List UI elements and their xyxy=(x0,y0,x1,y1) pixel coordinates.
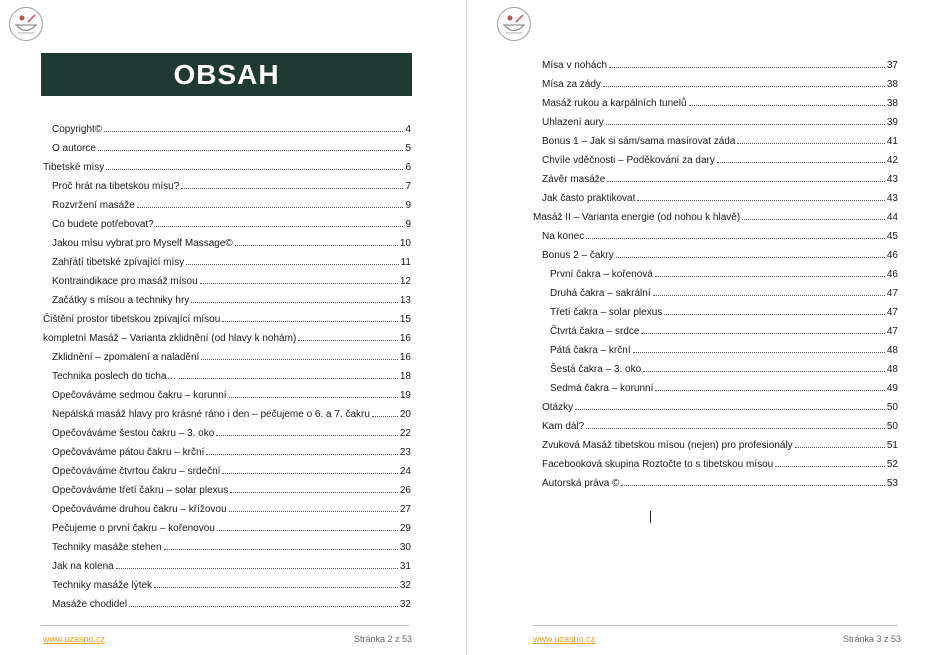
toc-leader-dots xyxy=(653,295,885,296)
toc-entry[interactable] xyxy=(533,318,898,337)
toc-entry[interactable] xyxy=(533,242,898,261)
document-page-right xyxy=(478,0,951,655)
toc-entry-label: Facebooková skupina Roztočte to s tibetskou mísou xyxy=(542,459,774,470)
toc-entry-label: Bonus 2 – čakry xyxy=(542,250,614,261)
toc-entry-label: Otázky xyxy=(542,402,574,413)
toc-entry-page-number: 42 xyxy=(886,155,898,166)
toc-entry-page-number: 53 xyxy=(886,478,898,489)
toc-entry-page-number: 49 xyxy=(886,383,898,394)
toc-entry[interactable] xyxy=(43,363,411,382)
toc-entry-page-number: 5 xyxy=(405,143,411,154)
footer-page-number: Stránka 2 z 53 xyxy=(354,634,413,644)
toc-entry[interactable] xyxy=(533,166,898,185)
toc-entry-page-number: 23 xyxy=(399,447,411,458)
footer-divider xyxy=(41,625,409,626)
toc-entry-label: Čtvrtá čakra – srdce xyxy=(550,326,640,337)
toc-entry-page-number: 52 xyxy=(886,459,898,470)
toc-entry-label: Zvuková Masáž tibetskou mísou (nejen) pro profesionály xyxy=(542,440,793,451)
toc-leader-dots xyxy=(230,492,398,493)
toc-entry-label: Bonus 1 – Jak si sám/sama masírovat záda xyxy=(542,136,736,147)
toc-entry[interactable] xyxy=(43,306,411,325)
toc-leader-dots xyxy=(742,219,885,220)
toc-entry-page-number: 48 xyxy=(886,345,898,356)
toc-leader-dots xyxy=(98,150,404,151)
toc-entry-page-number: 10 xyxy=(399,238,411,249)
toc-entry[interactable] xyxy=(43,458,411,477)
toc-entry-page-number: 4 xyxy=(405,124,411,135)
toc-entry-page-number: 46 xyxy=(886,250,898,261)
toc-entry[interactable] xyxy=(533,280,898,299)
toc-leader-dots xyxy=(229,397,398,398)
toc-leader-dots xyxy=(217,530,398,531)
toc-leader-dots xyxy=(179,378,398,379)
toc-leader-dots xyxy=(156,226,404,227)
toc-entry[interactable] xyxy=(533,128,898,147)
footer-link[interactable]: www.uzasno.cz xyxy=(43,634,106,644)
toc-entry-page-number: 45 xyxy=(886,231,898,242)
toc-entry-label: Opečováváme šestou čakru – 3. oko xyxy=(52,428,215,439)
toc-entry-label: Technika poslech do ticha… xyxy=(52,371,177,382)
toc-entry-label: Mísa v nohách xyxy=(542,60,608,71)
toc-leader-dots xyxy=(606,124,885,125)
toc-entry-label: Začátky s mísou a techniky hry xyxy=(52,295,190,306)
toc-entry-page-number: 27 xyxy=(399,504,411,515)
toc-entry-page-number: 46 xyxy=(886,269,898,280)
toc-leader-dots xyxy=(689,105,885,106)
toc-entry-label: Masáž II – Varianta energie (od nohou k hlavě) xyxy=(533,212,741,223)
toc-entry[interactable] xyxy=(533,52,898,71)
toc-leader-dots xyxy=(298,340,398,341)
toc-entry-page-number: 47 xyxy=(886,288,898,299)
toc-entry-label: Zklidnění – zpomalení a naladění xyxy=(52,352,200,363)
toc-leader-dots xyxy=(116,568,398,569)
toc-leader-dots xyxy=(222,321,398,322)
toc-leader-dots xyxy=(106,169,403,170)
toc-entry[interactable] xyxy=(533,185,898,204)
toc-entry-label: Kam dál? xyxy=(542,421,585,432)
toc-entry-label: Opečováváme sedmou čakru – korunní xyxy=(52,390,227,401)
toc-entry-label: Na konec xyxy=(542,231,585,242)
toc-entry-page-number: 16 xyxy=(399,333,411,344)
toc-leader-dots xyxy=(222,473,397,474)
toc-entry-page-number: 7 xyxy=(405,181,411,192)
toc-leader-dots xyxy=(655,390,884,391)
toc-leader-dots xyxy=(603,86,885,87)
toc-entry[interactable] xyxy=(43,344,411,363)
toc-entry[interactable] xyxy=(43,553,411,572)
toc-entry-label: Jak na kolena xyxy=(52,561,114,572)
tibetan-bowl-logo-icon xyxy=(8,6,44,42)
toc-entry-label: Opečováváme pátou čakru – krční xyxy=(52,447,205,458)
toc-entry-page-number: 39 xyxy=(886,117,898,128)
toc-leader-dots xyxy=(575,409,885,410)
toc-leader-dots xyxy=(621,485,884,486)
toc-entry-page-number: 44 xyxy=(886,212,898,223)
toc-leader-dots xyxy=(737,143,884,144)
table-of-contents-continued xyxy=(533,52,898,489)
toc-entry-page-number: 24 xyxy=(399,466,411,477)
toc-entry-page-number: 29 xyxy=(399,523,411,534)
toc-entry-label: Třetí čakra – solar plexus xyxy=(550,307,663,318)
toc-entry[interactable] xyxy=(533,71,898,90)
toc-entry[interactable] xyxy=(533,337,898,356)
toc-leader-dots xyxy=(372,416,398,417)
toc-entry-label: Tibetské mísy xyxy=(43,162,105,173)
toc-entry-label: Opečováváme čtvrtou čakru – srdeční xyxy=(52,466,221,477)
toc-entry-page-number: 32 xyxy=(399,599,411,610)
toc-entry-label: Závěr masáže xyxy=(542,174,606,185)
toc-entry-label: Šestá čakra – 3. oko xyxy=(550,364,642,375)
toc-leader-dots xyxy=(154,587,398,588)
toc-entry[interactable] xyxy=(533,413,898,432)
toc-entry-page-number: 26 xyxy=(399,485,411,496)
toc-entry-label: Opečováváme třetí čakru – solar plexus xyxy=(52,485,229,496)
toc-entry-label: Nepálská masáž hlavy pro krásné ráno i den – pečujeme o 6. a 7. čakru xyxy=(52,409,370,420)
toc-leader-dots xyxy=(609,67,885,68)
toc-entry-page-number: 9 xyxy=(405,219,411,230)
toc-leader-dots xyxy=(775,466,885,467)
toc-entry[interactable] xyxy=(43,591,411,610)
toc-entry[interactable] xyxy=(533,432,898,451)
toc-entry[interactable] xyxy=(43,420,411,439)
text-cursor xyxy=(650,511,651,523)
toc-leader-dots xyxy=(637,200,885,201)
toc-entry-label: Mísa za zády xyxy=(542,79,601,90)
toc-entry[interactable] xyxy=(533,470,898,489)
toc-entry[interactable] xyxy=(43,211,411,230)
toc-leader-dots xyxy=(186,264,398,265)
toc-entry-label: Autorská práva © xyxy=(542,478,620,489)
toc-entry-page-number: 43 xyxy=(886,193,898,204)
toc-leader-dots xyxy=(616,257,885,258)
toc-entry-page-number: 11 xyxy=(400,257,411,268)
toc-entry[interactable] xyxy=(533,375,898,394)
toc-leader-dots xyxy=(235,245,398,246)
toc-entry[interactable] xyxy=(43,173,411,192)
toc-leader-dots xyxy=(104,131,403,132)
toc-entry[interactable] xyxy=(43,135,411,154)
toc-entry-page-number: 6 xyxy=(405,162,411,173)
toc-leader-dots xyxy=(586,238,885,239)
toc-entry[interactable] xyxy=(533,356,898,375)
toc-entry[interactable] xyxy=(43,287,411,306)
toc-leader-dots xyxy=(655,276,885,277)
toc-entry[interactable] xyxy=(43,382,411,401)
footer-divider xyxy=(533,625,898,626)
footer-link[interactable]: www.uzasno.cz xyxy=(533,634,596,644)
toc-leader-dots xyxy=(633,352,885,353)
toc-entry-page-number: 32 xyxy=(399,580,411,591)
toc-leader-dots xyxy=(586,428,885,429)
toc-entry-page-number: 48 xyxy=(886,364,898,375)
toc-entry[interactable] xyxy=(43,249,411,268)
toc-leader-dots xyxy=(129,606,398,607)
toc-entry-label: Pečujeme o první čakru – kořenovou xyxy=(52,523,215,534)
page-separator xyxy=(466,0,467,655)
toc-entry[interactable] xyxy=(43,116,411,135)
toc-entry-page-number: 16 xyxy=(399,352,411,363)
toc-entry-page-number: 30 xyxy=(399,542,411,553)
toc-entry-label: Čištění prostor tibetskou zpívající mísou xyxy=(43,314,221,325)
page-title: OBSAH xyxy=(41,53,412,96)
toc-entry-page-number: 20 xyxy=(399,409,411,420)
toc-entry-page-number: 22 xyxy=(399,428,411,439)
toc-entry-label: Rozvržení masáže xyxy=(52,200,135,211)
toc-entry-label: Jak často praktikovat xyxy=(542,193,636,204)
toc-leader-dots xyxy=(641,333,884,334)
toc-entry-page-number: 31 xyxy=(399,561,411,572)
tibetan-bowl-logo-icon xyxy=(496,6,532,42)
toc-entry-page-number: 43 xyxy=(886,174,898,185)
toc-entry-label: Druhá čakra – sakrální xyxy=(550,288,651,299)
toc-entry-page-number: 47 xyxy=(886,307,898,318)
toc-entry-label: První čakra – kořenová xyxy=(550,269,653,280)
toc-entry-label: Zahřátí tibetské zpívající mísy xyxy=(52,257,185,268)
toc-entry-label: Masáže chodidel xyxy=(52,599,128,610)
toc-entry-page-number: 12 xyxy=(399,276,411,287)
toc-leader-dots xyxy=(229,511,398,512)
toc-entry[interactable] xyxy=(533,204,898,223)
toc-leader-dots xyxy=(164,549,398,550)
toc-entry-label: Pátá čakra – krční xyxy=(550,345,631,356)
toc-entry[interactable] xyxy=(533,147,898,166)
toc-entry[interactable] xyxy=(533,261,898,280)
toc-entry-page-number: 15 xyxy=(399,314,411,325)
toc-entry[interactable] xyxy=(43,230,411,249)
toc-entry-page-number: 18 xyxy=(399,371,411,382)
document-page-left xyxy=(0,0,458,655)
toc-leader-dots xyxy=(191,302,398,303)
toc-leader-dots xyxy=(137,207,404,208)
toc-entry-label: Opečováváme druhou čakru – křížovou xyxy=(52,504,227,515)
toc-entry-page-number: 38 xyxy=(886,98,898,109)
toc-entry-label: Chvíle vděčnosti – Poděkování za dary xyxy=(542,155,715,166)
toc-entry[interactable] xyxy=(43,515,411,534)
toc-entry[interactable] xyxy=(43,192,411,211)
toc-entry[interactable] xyxy=(43,325,411,344)
footer-page-number: Stránka 3 z 53 xyxy=(843,634,902,644)
toc-entry-label: kompletní Masáž – Varianta zklidnění (od hlavy k nohám) xyxy=(43,333,297,344)
toc-entry[interactable] xyxy=(43,477,411,496)
toc-leader-dots xyxy=(206,454,398,455)
toc-entry-page-number: 47 xyxy=(886,326,898,337)
toc-leader-dots xyxy=(717,162,885,163)
toc-entry-page-number: 13 xyxy=(399,295,411,306)
toc-entry-page-number: 38 xyxy=(886,79,898,90)
toc-entry-label: Copyright© xyxy=(52,124,103,135)
toc-entry-label: O autorce xyxy=(52,143,96,154)
toc-entry[interactable] xyxy=(43,154,411,173)
toc-entry-page-number: 50 xyxy=(886,421,898,432)
toc-entry-page-number: 41 xyxy=(886,136,898,147)
toc-entry[interactable] xyxy=(533,109,898,128)
toc-entry-label: Kontraindikace pro masáž mísou xyxy=(52,276,198,287)
toc-entry[interactable] xyxy=(533,394,898,413)
toc-entry-label: Techniky masáže stehen xyxy=(52,542,162,553)
toc-entry-label: Sedmá čakra – korunní xyxy=(550,383,654,394)
toc-entry[interactable] xyxy=(533,90,898,109)
toc-entry[interactable] xyxy=(43,534,411,553)
table-of-contents xyxy=(43,116,411,610)
toc-entry-label: Proč hrát na tibetskou mísu? xyxy=(52,181,180,192)
page-gap xyxy=(458,0,478,655)
toc-leader-dots xyxy=(643,371,885,372)
toc-entry[interactable] xyxy=(43,401,411,420)
toc-entry[interactable] xyxy=(43,268,411,287)
toc-entry[interactable] xyxy=(43,572,411,591)
toc-entry-page-number: 19 xyxy=(399,390,411,401)
toc-entry[interactable] xyxy=(533,299,898,318)
toc-entry-page-number: 50 xyxy=(886,402,898,413)
toc-entry[interactable] xyxy=(533,451,898,470)
toc-leader-dots xyxy=(607,181,885,182)
toc-entry-page-number: 9 xyxy=(405,200,411,211)
toc-leader-dots xyxy=(795,447,885,448)
toc-leader-dots xyxy=(200,283,398,284)
toc-entry[interactable] xyxy=(43,439,411,458)
toc-entry-label: Co budete potřebovat? xyxy=(52,219,154,230)
toc-entry[interactable] xyxy=(533,223,898,242)
toc-entry-label: Jakou mísu vybrat pro Myself Massage© xyxy=(52,238,233,249)
toc-leader-dots xyxy=(181,188,403,189)
toc-entry-label: Masáž rukou a karpálních tunelů xyxy=(542,98,687,109)
toc-entry[interactable] xyxy=(43,496,411,515)
toc-leader-dots xyxy=(201,359,398,360)
toc-entry-page-number: 37 xyxy=(886,60,898,71)
toc-entry-page-number: 51 xyxy=(886,440,898,451)
toc-leader-dots xyxy=(216,435,398,436)
toc-entry-label: Uhlazení aury xyxy=(542,117,604,128)
toc-leader-dots xyxy=(664,314,885,315)
toc-entry-label: Techniky masáže lýtek xyxy=(52,580,153,591)
